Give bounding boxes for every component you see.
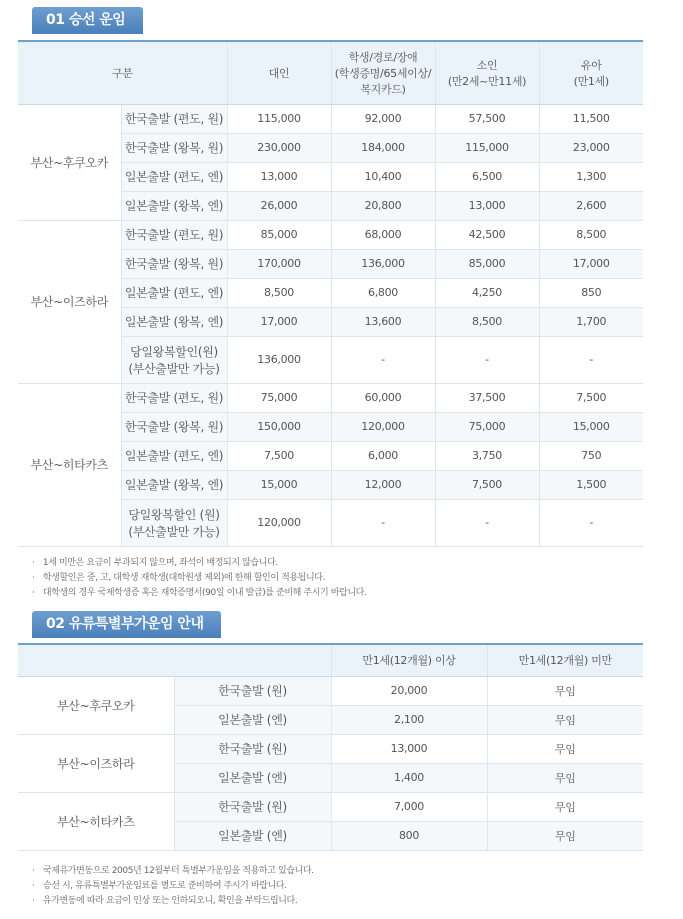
- departure-type: 일본출발 (엔): [174, 705, 331, 734]
- fare-value: -: [539, 336, 643, 383]
- fare-type: 일본출발 (왕복, 엔): [121, 307, 227, 336]
- fare-value: 184,000: [331, 133, 435, 162]
- surcharge-value: 무임: [487, 705, 643, 734]
- fare-table: [18, 42, 643, 547]
- fare-value: 4,250: [435, 278, 539, 307]
- fare-value: 3,750: [435, 441, 539, 470]
- fare-value: 75,000: [435, 412, 539, 441]
- fare-type: 한국출발 (왕복, 원): [121, 249, 227, 278]
- blank-header: [18, 645, 331, 676]
- fare-value: 120,000: [331, 412, 435, 441]
- fare-type: 일본출발 (왕복, 엔): [121, 470, 227, 499]
- fare-value: 1,500: [539, 470, 643, 499]
- surcharge-value: 무임: [487, 763, 643, 792]
- fare-value: 75,000: [227, 383, 331, 412]
- fare-value: 13,600: [331, 307, 435, 336]
- fare-value: 15,000: [227, 470, 331, 499]
- route-name: 부산~후쿠오카: [18, 104, 121, 220]
- fuel-notes: [32, 864, 314, 909]
- fare-value: 6,500: [435, 162, 539, 191]
- fare-type: 한국출발 (편도, 원): [121, 383, 227, 412]
- fare-value: 92,000: [331, 104, 435, 133]
- departure-type: 한국출발 (원): [174, 676, 331, 705]
- fare-value: 750: [539, 441, 643, 470]
- fare-value: 8,500: [227, 278, 331, 307]
- surcharge-value: 무임: [487, 676, 643, 705]
- column-header: 소인 (만2세~만11세): [435, 42, 539, 104]
- fare-value: 7,500: [227, 441, 331, 470]
- surcharge-value: 7,000: [331, 792, 487, 821]
- surcharge-value: 무임: [487, 792, 643, 821]
- fare-value: 26,000: [227, 191, 331, 220]
- note-item: · 국제유가변동으로 2005년 12월부터 특별부가운임을 적용하고 있습니다.: [32, 864, 314, 879]
- note-item: · 대학생의 경우 국제학생증 혹은 재학증명서(90일 이내 발급)를 준비해 주시기 바랍니다.: [32, 586, 366, 601]
- table-row: [18, 792, 643, 821]
- fuel-surcharge-table: [18, 645, 643, 851]
- fare-notes: [32, 556, 366, 601]
- fare-value: 120,000: [227, 499, 331, 546]
- route-name: 부산~이즈하라: [18, 220, 121, 383]
- fare-value: 7,500: [539, 383, 643, 412]
- surcharge-value: 13,000: [331, 734, 487, 763]
- fare-value: 17,000: [539, 249, 643, 278]
- table-row: [18, 383, 643, 412]
- departure-type: 한국출발 (원): [174, 792, 331, 821]
- departure-type: 한국출발 (원): [174, 734, 331, 763]
- section1-title: 01 승선 운임: [32, 7, 143, 34]
- fare-value: -: [331, 336, 435, 383]
- column-header: 만1세(12개월) 이상: [331, 645, 487, 676]
- fare-value: 57,500: [435, 104, 539, 133]
- fare-value: 6,000: [331, 441, 435, 470]
- fare-value: 13,000: [435, 191, 539, 220]
- fare-value: 85,000: [435, 249, 539, 278]
- surcharge-value: 무임: [487, 821, 643, 850]
- route-name: 부산~후쿠오카: [18, 676, 174, 734]
- column-header: 대인: [227, 42, 331, 104]
- table-row: [18, 734, 643, 763]
- surcharge-value: 2,100: [331, 705, 487, 734]
- fare-type: 당일왕복할인 (원) (부산출발만 가능): [121, 499, 227, 546]
- fare-type: 한국출발 (편도, 원): [121, 220, 227, 249]
- route-name: 부산~히타카츠: [18, 792, 174, 850]
- fare-type: 한국출발 (편도, 원): [121, 104, 227, 133]
- fare-value: 10,400: [331, 162, 435, 191]
- fare-type: 일본출발 (편도, 엔): [121, 278, 227, 307]
- table-row: [18, 104, 643, 133]
- fare-value: 136,000: [331, 249, 435, 278]
- fare-value: 1,700: [539, 307, 643, 336]
- fare-value: 150,000: [227, 412, 331, 441]
- surcharge-value: 800: [331, 821, 487, 850]
- fare-value: 136,000: [227, 336, 331, 383]
- fare-value: -: [435, 499, 539, 546]
- fare-value: 60,000: [331, 383, 435, 412]
- fare-value: -: [435, 336, 539, 383]
- note-item: · 학생할인은 중, 고, 대학생 재학생(대학원생 제외)에 한해 할인이 적용됩니다.: [32, 571, 366, 586]
- fare-type: 당일왕복할인(원) (부산출발만 가능): [121, 336, 227, 383]
- fare-value: 68,000: [331, 220, 435, 249]
- fare-type: 한국출발 (왕복, 원): [121, 133, 227, 162]
- column-header: 구분: [18, 42, 227, 104]
- fare-value: 8,500: [435, 307, 539, 336]
- surcharge-value: 20,000: [331, 676, 487, 705]
- route-name: 부산~히타카츠: [18, 383, 121, 546]
- fare-value: 13,000: [227, 162, 331, 191]
- fare-value: 1,300: [539, 162, 643, 191]
- column-header: 유아 (만1세): [539, 42, 643, 104]
- section2-title: 02 유류특별부가운임 안내: [32, 611, 221, 638]
- fare-type: 한국출발 (왕복, 원): [121, 412, 227, 441]
- fare-value: 115,000: [435, 133, 539, 162]
- fare-type: 일본출발 (편도, 엔): [121, 162, 227, 191]
- note-item: · 1세 미만은 요금이 부과되지 않으며, 좌석이 배정되지 않습니다.: [32, 556, 366, 571]
- fare-value: 37,500: [435, 383, 539, 412]
- fare-value: 230,000: [227, 133, 331, 162]
- fare-value: 42,500: [435, 220, 539, 249]
- fare-value: 15,000: [539, 412, 643, 441]
- fare-value: 2,600: [539, 191, 643, 220]
- fare-value: 85,000: [227, 220, 331, 249]
- fare-value: 7,500: [435, 470, 539, 499]
- departure-type: 일본출발 (엔): [174, 821, 331, 850]
- fare-value: 20,800: [331, 191, 435, 220]
- fare-value: 17,000: [227, 307, 331, 336]
- fare-value: 11,500: [539, 104, 643, 133]
- surcharge-value: 1,400: [331, 763, 487, 792]
- fare-value: 12,000: [331, 470, 435, 499]
- fare-type: 일본출발 (편도, 엔): [121, 441, 227, 470]
- note-item: · 유가변동에 따라 요금이 인상 또는 인하되오니, 확인을 부탁드립니다.: [32, 894, 314, 909]
- fare-value: -: [539, 499, 643, 546]
- fare-type: 일본출발 (왕복, 엔): [121, 191, 227, 220]
- note-item: · 승선 시, 유류특별부가운임료를 별도로 준비하여 주시기 바랍니다.: [32, 879, 314, 894]
- fare-value: 23,000: [539, 133, 643, 162]
- fare-value: 6,800: [331, 278, 435, 307]
- fare-value: 115,000: [227, 104, 331, 133]
- route-name: 부산~이즈하라: [18, 734, 174, 792]
- table-row: [18, 676, 643, 705]
- fare-value: 850: [539, 278, 643, 307]
- fare-value: 170,000: [227, 249, 331, 278]
- column-header: 만1세(12개월) 미만: [487, 645, 643, 676]
- fare-value: 8,500: [539, 220, 643, 249]
- column-header: 학생/경로/장애 (학생증명/65세이상/ 복지카드): [331, 42, 435, 104]
- departure-type: 일본출발 (엔): [174, 763, 331, 792]
- fare-value: -: [331, 499, 435, 546]
- surcharge-value: 무임: [487, 734, 643, 763]
- table-row: [18, 220, 643, 249]
